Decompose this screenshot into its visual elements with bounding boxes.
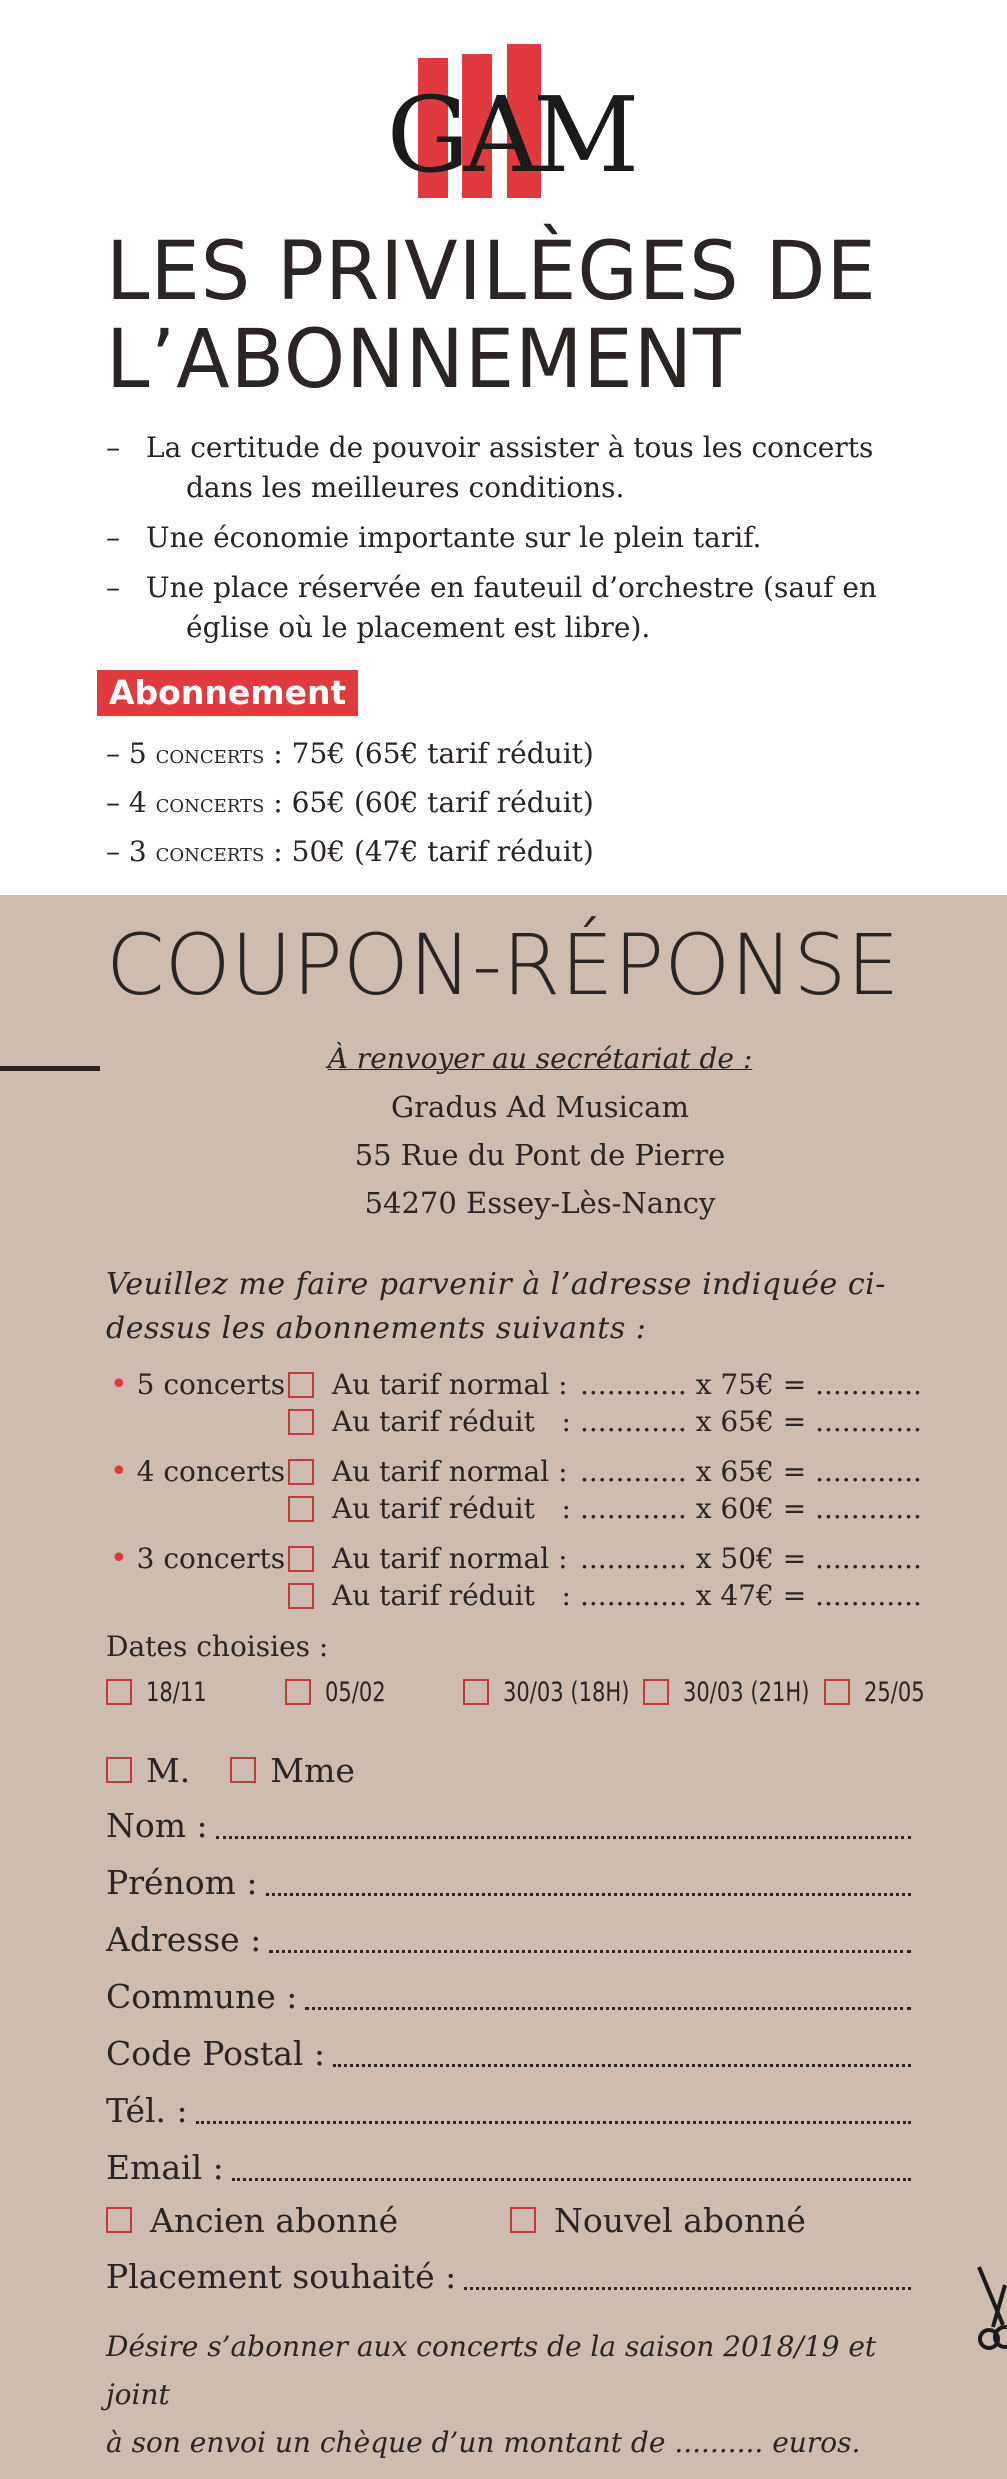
civility-mme[interactable] <box>230 1751 355 1790</box>
dates-options <box>106 1670 986 1714</box>
code-postal-field[interactable] <box>106 2028 911 2080</box>
privileges-list <box>106 428 926 658</box>
field-label: Code Postal : <box>106 2034 326 2073</box>
commune-field[interactable] <box>106 1971 911 2023</box>
saison-line: Désire s’abonner aux concerts de la saison 2018/19 et joint <box>106 2330 877 2411</box>
placement-field[interactable] <box>106 2251 911 2303</box>
abonnement-count: – 4 <box>106 786 147 819</box>
tariff-calc[interactable]: ............ x 75€ = ............ <box>580 1368 922 1401</box>
subscription-row <box>110 1489 930 1529</box>
abonnement-count: – 3 <box>106 835 147 868</box>
privilege-line: La certitude de pouvoir assister à tous les concerts <box>146 431 874 464</box>
privilege-line-cont: église où le placement est libre). <box>186 611 651 644</box>
abonnement-price: : 65€ (60€ tarif réduit) <box>264 786 594 819</box>
checkbox[interactable] <box>106 2207 132 2233</box>
date-option[interactable] <box>643 1670 845 1714</box>
checkbox[interactable] <box>285 1679 311 1705</box>
saison-text <box>106 2323 936 2467</box>
prenom-field[interactable] <box>106 1857 911 1909</box>
subscription-row <box>110 1402 930 1442</box>
tariff-calc[interactable]: ............ x 65€ = ............ <box>580 1405 922 1438</box>
date-label: 30/03 (18H) <box>503 1676 630 1708</box>
logo-text: GAM <box>386 74 634 196</box>
status-label: Ancien abonné <box>150 2200 399 2240</box>
subscription-row <box>110 1452 930 1492</box>
civility-label: Mme <box>270 1750 355 1790</box>
field-line[interactable] <box>464 2287 911 2290</box>
dates-label: Dates choisies : <box>106 1630 329 1663</box>
field-label: Nom : <box>106 1806 208 1845</box>
saison-line: à son envoi un chèque d’un montant de .......... euros. <box>106 2426 861 2459</box>
checkbox[interactable] <box>288 1583 314 1609</box>
tariff-label: Au tarif réduit : <box>332 1579 571 1612</box>
field-label: Placement souhaité : <box>106 2257 457 2296</box>
privilege-line: Une économie importante sur le plein tarif. <box>146 521 762 554</box>
date-label: 25/05 <box>864 1676 925 1708</box>
address-line: Gradus Ad Musicam <box>391 1090 689 1124</box>
concert-group-label: 5 concerts <box>136 1368 286 1401</box>
concert-group-label: 3 concerts <box>136 1542 286 1575</box>
tariff-calc[interactable]: ............ x 60€ = ............ <box>580 1492 922 1525</box>
abonnement-concerts: concerts <box>155 838 265 868</box>
privileges-section <box>0 0 1007 895</box>
abonnement-item <box>106 779 806 828</box>
field-label: Email : <box>106 2148 224 2187</box>
checkbox[interactable] <box>288 1459 314 1485</box>
privilege-item <box>106 518 926 558</box>
privileges-title <box>106 225 986 407</box>
tariff-label: Au tarif normal : <box>332 1455 568 1488</box>
checkbox[interactable] <box>230 1757 256 1783</box>
tariff-calc[interactable]: ............ x 50€ = ............ <box>580 1542 922 1575</box>
abonnement-price: : 50€ (47€ tarif réduit) <box>264 835 594 868</box>
checkbox[interactable] <box>106 1757 132 1783</box>
abonnement-concerts: concerts <box>155 789 265 819</box>
civility-label: M. <box>146 1750 191 1790</box>
privileges-title-line2: L’ABONNEMENT <box>106 313 742 407</box>
request-text: Veuillez me faire parvenir à l’adresse indiquée ci-dessus les abonnements suivants : <box>106 1267 886 1346</box>
tariff-label: Au tarif réduit : <box>332 1492 571 1525</box>
abonnement-concerts: concerts <box>155 740 265 770</box>
privilege-item <box>106 568 926 648</box>
coupon-title: COUPON-RÉPONSE <box>106 916 900 1014</box>
field-label: Tél. : <box>106 2091 188 2130</box>
bullet-icon: • <box>110 1367 128 1402</box>
list-dash: – <box>106 431 120 464</box>
address-line: 55 Rue du Pont de Pierre <box>354 1138 726 1172</box>
concert-group <box>110 1539 285 1579</box>
list-dash: – <box>106 521 120 554</box>
return-address <box>200 1035 880 1227</box>
tariff-calc[interactable]: ............ x 47€ = ............ <box>580 1579 922 1612</box>
scissors-icon <box>975 2265 1007 2355</box>
adresse-field[interactable] <box>106 1914 911 1966</box>
field-line[interactable] <box>333 2064 911 2067</box>
field-label: Prénom : <box>106 1863 258 1902</box>
date-label: 30/03 (21H) <box>683 1676 810 1708</box>
privilege-line-cont: dans les meilleures conditions. <box>186 471 625 504</box>
abonnement-list <box>106 730 806 877</box>
email-field[interactable] <box>106 2142 911 2194</box>
coupon-section <box>0 895 1007 2479</box>
bullet-icon: • <box>110 1541 128 1576</box>
abonnement-count: – 5 <box>106 737 147 770</box>
date-option[interactable] <box>106 1670 224 1714</box>
privileges-title-line1: LES PRIVILÈGES DE <box>106 225 877 319</box>
checkbox[interactable] <box>288 1409 314 1435</box>
field-line[interactable] <box>216 1836 911 1839</box>
cut-line <box>0 1066 100 1071</box>
checkbox[interactable] <box>106 1679 132 1705</box>
date-label: 05/02 <box>325 1676 386 1708</box>
privilege-item <box>106 428 926 508</box>
field-label: Commune : <box>106 1977 298 2016</box>
abonnement-price: : 75€ (65€ tarif réduit) <box>264 737 594 770</box>
tariff-label: Au tarif normal : <box>332 1368 568 1401</box>
privilege-line: Une place réservée en fauteuil d’orchestre (sauf en <box>146 571 877 604</box>
tel-field[interactable] <box>106 2085 911 2137</box>
civility-m[interactable] <box>106 1751 190 1790</box>
date-label: 18/11 <box>146 1676 207 1708</box>
address-line: 54270 Essey-Lès-Nancy <box>364 1186 716 1220</box>
field-line[interactable] <box>269 1950 911 1953</box>
concert-group-label: 4 concerts <box>136 1455 286 1488</box>
gam-logo <box>370 40 650 200</box>
address-heading: À renvoyer au secrétariat de : <box>327 1042 753 1075</box>
concert-group <box>110 1365 285 1405</box>
abonnement-item <box>106 730 806 779</box>
subscriber-status <box>106 2195 926 2245</box>
subscription-row <box>110 1576 930 1616</box>
civility-options <box>106 1745 395 1795</box>
checkbox[interactable] <box>288 1496 314 1522</box>
checkbox[interactable] <box>510 2207 536 2233</box>
list-dash: – <box>106 571 120 604</box>
checkbox[interactable] <box>824 1679 850 1705</box>
subscription-row <box>110 1539 930 1579</box>
checkbox[interactable] <box>288 1546 314 1572</box>
field-line[interactable] <box>266 1893 911 1896</box>
field-line[interactable] <box>196 2121 911 2124</box>
checkbox[interactable] <box>288 1372 314 1398</box>
abonnement-item <box>106 828 806 877</box>
tariff-label: Au tarif réduit : <box>332 1405 571 1438</box>
tariff-label: Au tarif normal : <box>332 1542 568 1575</box>
date-option[interactable] <box>824 1670 942 1714</box>
ancien-abonne-option[interactable] <box>106 2195 398 2245</box>
bullet-icon: • <box>110 1454 128 1489</box>
date-option[interactable] <box>285 1670 403 1714</box>
tariff-calc[interactable]: ............ x 65€ = ............ <box>580 1455 922 1488</box>
date-option[interactable] <box>463 1670 665 1714</box>
checkbox[interactable] <box>463 1679 489 1705</box>
field-line[interactable] <box>232 2178 911 2181</box>
nom-field[interactable] <box>106 1800 911 1852</box>
checkbox[interactable] <box>643 1679 669 1705</box>
field-line[interactable] <box>305 2007 911 2010</box>
field-label: Adresse : <box>106 1920 262 1959</box>
subscription-row <box>110 1365 930 1405</box>
concert-group <box>110 1452 285 1492</box>
nouvel-abonne-option[interactable] <box>510 2195 806 2245</box>
abonnement-badge: Abonnement <box>97 670 358 716</box>
status-label: Nouvel abonné <box>554 2200 806 2240</box>
